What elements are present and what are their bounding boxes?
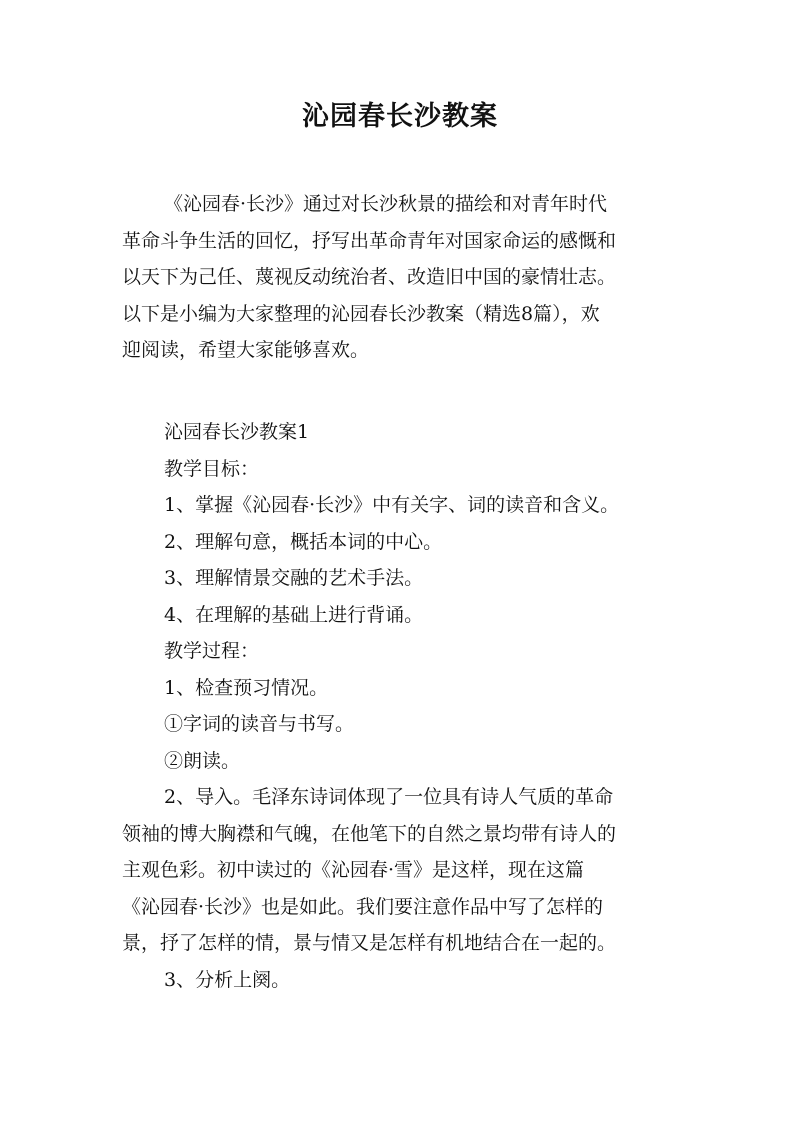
body-line: 2、导入。毛泽东诗词体现了一位具有诗人气质的革命 bbox=[164, 786, 614, 808]
body-line: 主观色彩。初中读过的《沁园春·雪》是这样，现在这篇 bbox=[122, 859, 585, 881]
body-line: 1、检查预习情况。 bbox=[164, 676, 329, 699]
body-line: 2、理解句意，概括本词的中心。 bbox=[164, 530, 443, 553]
intro-line: 以下是小编为大家整理的沁园春长沙教案（精选8篇），欢 bbox=[122, 302, 600, 325]
body-line: 《沁园春·长沙》也是如此。我们要注意作品中写了怎样的 bbox=[122, 895, 604, 918]
body-line: ①字词的读音与书写。 bbox=[164, 713, 355, 735]
lesson-body bbox=[122, 414, 702, 998]
intro-line: 迎阅读，希望大家能够喜欢。 bbox=[122, 339, 370, 361]
body-line: 教学目标： bbox=[164, 457, 260, 480]
body-line: ②朗读。 bbox=[164, 749, 241, 772]
body-line: 3、理解情景交融的艺术手法。 bbox=[164, 567, 424, 589]
intro-line: 以天下为己任、蔑视反动统治者、改造旧中国的豪情壮志。 bbox=[122, 266, 617, 288]
intro-line: 《沁园春·长沙》通过对长沙秋景的描绘和对青年时代 bbox=[164, 193, 608, 215]
section-heading: 沁园春长沙教案1 bbox=[164, 421, 310, 443]
intro-paragraph bbox=[122, 186, 702, 369]
intro-line: 革命斗争生活的回忆，抒写出革命青年对国家命运的感慨和 bbox=[122, 229, 617, 252]
body-line: 领袖的博大胸襟和气魄，在他笔下的自然之景均带有诗人的 bbox=[122, 822, 617, 845]
body-line: 4、在理解的基础上进行背诵。 bbox=[164, 603, 424, 626]
body-line: 景，抒了怎样的情，景与情又是怎样有机地结合在一起的。 bbox=[122, 932, 617, 954]
document-title: 沁园春长沙教案 bbox=[302, 101, 498, 132]
body-line: 教学过程： bbox=[164, 640, 260, 662]
body-line: 1、掌握《沁园春·长沙》中有关字、词的读音和含义。 bbox=[164, 494, 620, 516]
body-line: 3、分析上阕。 bbox=[164, 968, 291, 991]
